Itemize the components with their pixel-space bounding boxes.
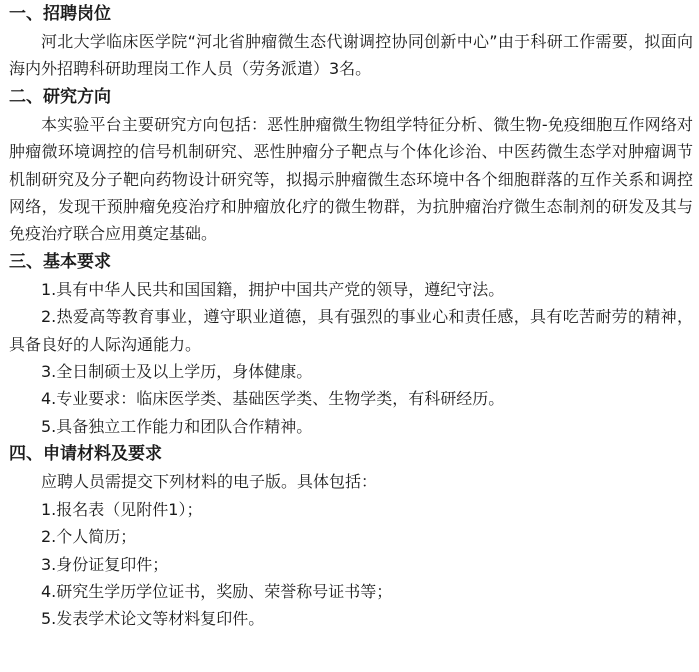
requirement-item: 1.具有中华人民共和国国籍，拥护中国共产党的领导，遵纪守法。 bbox=[41, 279, 505, 299]
positions-paragraph: 河北大学临床医学院“河北省肿瘤微生态代谢调控协同创新中心”由于科研工作需要，拟面向海内外招聘科研助理岗工作人员（劳务派遣）3名。 bbox=[9, 32, 693, 79]
material-item: 2.个人简历； bbox=[41, 527, 137, 547]
requirement-item: 3.全日制硕士及以上学历，身体健康。 bbox=[41, 362, 313, 382]
material-item: 4.研究生学历学位证书，奖励、荣誉称号证书等； bbox=[41, 581, 393, 601]
requirement-item: 4.专业要求：临床医学类、基础医学类、生物学类，有科研经历。 bbox=[41, 389, 505, 409]
research-paragraph: 本实验平台主要研究方向包括：恶性肿瘤微生物组学特征分析、微生物-免疫细胞互作网络对肿瘤微环境调控的信号机制研究、恶性肿瘤分子靶点与个体化诊治、中医药微生态学对肿瘤调节机制研究及分子靶向药物设计研究等，拟揭示肿瘤微生态环境中各个细胞群落的互作关系和调控网络，发现干预肿瘤免疫治疗和肿瘤放化疗的微生物群，为抗肿瘤治疗微生态制剂的研发及其与免疫治疗联合应用奠定基础。 bbox=[9, 114, 693, 244]
document-body bbox=[9, 0, 693, 633]
section-heading-positions: 一、招聘岗位 bbox=[9, 4, 111, 24]
material-item: 1.报名表（见附件1）； bbox=[41, 499, 203, 519]
requirement-item: 2.热爱高等教育事业，遵守职业道德，具有强烈的事业心和责任感，具有吃苦耐劳的精神，具备良好的人际沟通能力。 bbox=[9, 307, 693, 354]
section-heading-requirements: 三、基本要求 bbox=[9, 251, 111, 272]
material-item: 5.发表学术论文等材料复印件。 bbox=[41, 609, 265, 629]
requirement-item: 5.具备独立工作能力和团队合作精神。 bbox=[41, 416, 313, 436]
material-item: 3.身份证复印件； bbox=[41, 554, 169, 574]
section-heading-materials: 四、申请材料及要求 bbox=[9, 444, 162, 465]
materials-intro: 应聘人员需提交下列材料的电子版。具体包括： bbox=[41, 472, 378, 492]
section-heading-research: 二、研究方向 bbox=[9, 86, 111, 107]
